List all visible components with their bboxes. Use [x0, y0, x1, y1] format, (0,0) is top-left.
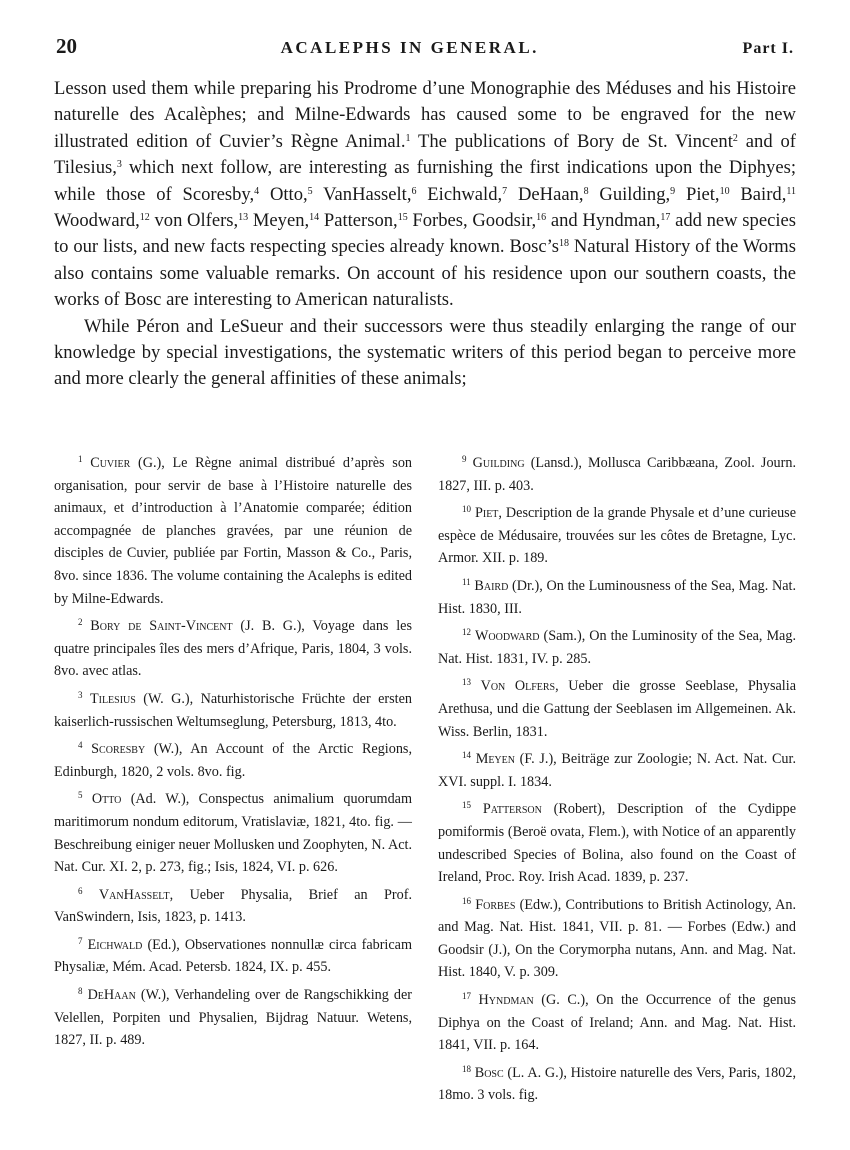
- paragraph-text: which next follow, are interesting as furnishing the first indications upon the Diphyes; while those of Scoresby,: [54, 157, 796, 205]
- footnote-number: 8: [78, 986, 83, 997]
- footnote-author: Cuvier: [90, 455, 131, 471]
- footnote-text: , Ueber Physalia, Brief an Prof. VanSwindern, Isis, 1823, p. 1413.: [54, 886, 413, 926]
- paragraph-text: Woodward,: [54, 210, 140, 232]
- footnote-ref: 18: [559, 238, 570, 250]
- footnote-number: 9: [462, 454, 467, 464]
- footnote-ref: 1: [405, 132, 411, 144]
- footnote: [438, 894, 796, 984]
- paragraph-text: Eichwald,: [416, 183, 503, 205]
- footnote-author: Baird: [474, 577, 509, 594]
- footnote-number: 5: [78, 790, 83, 801]
- footnote: [54, 984, 412, 1052]
- footnote: [54, 884, 412, 929]
- footnote-ref: 7: [502, 185, 508, 197]
- footnote-text: (Robert), Description of the Cydippe pomiformis (Beroë ovata, Flem.), with Notice of an apparently undescribed Species of Bolina, also found on the Coast of Ireland, Proc. Roy. Irish Acad. 1839, p. 237.: [438, 801, 797, 886]
- footnote: [438, 1062, 796, 1107]
- footnote-author: DeHaan: [87, 987, 136, 1004]
- footnote-ref: 8: [583, 185, 589, 197]
- footnote-ref: 5: [307, 185, 313, 197]
- footnote-text: (Sam.), On the Luminosity of the Sea, Mag. Nat. Hist. 1831, IV. p. 285.: [438, 628, 796, 667]
- footnote-ref: 15: [397, 212, 408, 224]
- footnote-author: Bory de Saint-Vincent: [90, 618, 233, 635]
- footnote: [438, 675, 796, 743]
- footnotes-left-column: [54, 452, 412, 1112]
- paragraph-text: and Hyndman,: [546, 210, 661, 232]
- footnote-number: 11: [462, 576, 471, 587]
- footnote-text: (W. G.), Naturhistorische Früchte der ersten kaiserlich-russischen Weltumseglung, Petersburg, 1813, 4to.: [54, 690, 413, 730]
- running-title: ACALEPHS IN GENERAL.: [280, 38, 539, 57]
- footnote-author: Eichwald: [87, 936, 143, 953]
- footnote: [54, 788, 412, 878]
- footnotes: [54, 452, 796, 1112]
- footnote-ref: 3: [116, 159, 122, 171]
- footnote-text: (W.), An Account of the Arctic Regions, Edinburgh, 1820, 2 vols. 8vo. fig.: [54, 741, 413, 780]
- footnote-author: Scoresby: [91, 741, 146, 758]
- footnote-author: Tilesius: [89, 690, 136, 707]
- footnote-number: 7: [78, 935, 83, 946]
- footnote-number: 16: [462, 895, 471, 906]
- footnote-author: Woodward: [475, 628, 540, 645]
- paragraph-text: von Olfers,: [149, 210, 239, 232]
- paragraph-text: Meyen,: [248, 210, 310, 232]
- footnote-ref: 14: [309, 212, 320, 224]
- paragraph-text: and of Tilesius,: [54, 130, 796, 179]
- paragraph-text: Otto,: [259, 183, 308, 205]
- footnote: [438, 798, 796, 888]
- footnote-number: 1: [78, 454, 83, 464]
- paragraph-text: Baird,: [729, 183, 787, 205]
- paragraph-text: Patterson,: [319, 210, 398, 232]
- footnote-number: 13: [462, 677, 471, 688]
- paragraph-text: DeHaan,: [507, 183, 584, 205]
- footnote-author: Hyndman: [478, 992, 534, 1009]
- footnote-number: 2: [78, 617, 83, 628]
- paragraph-text: Piet,: [675, 183, 720, 205]
- footnote: [438, 575, 796, 620]
- footnote-number: 14: [462, 750, 471, 761]
- footnote-author: VanHasselt: [98, 886, 170, 903]
- footnote: [438, 989, 796, 1057]
- footnote: [54, 738, 412, 783]
- paragraph-text: add new species to our lists, and new facts respecting species already known. Bosc’s: [54, 210, 796, 258]
- footnote-author: Forbes: [475, 896, 516, 913]
- footnote-text: (Edw.), Contributions to British Actinology, An. and Mag. Nat. Hist. 1841, VII. p. 81. — Forbes (Edw.) and Goodsir (J.), On the Corymorpha nutans, Ann. and Mag. Nat. Hist. 1840, V. p. 309.: [438, 896, 797, 981]
- footnote-text: (J. B. G.), Voyage dans les quatre principales îles des mers d’Afrique, Paris, 1804, 3 vols. 8vo. avec atlas.: [54, 618, 412, 680]
- footnote-author: Von Olfers: [480, 678, 556, 695]
- footnote: [438, 625, 796, 670]
- footnote-text: (W.), Verhandeling over de Rangschikking der Velellen, Porpiten und Physalien, Bijdrag Natuur. Wetens, 1827, II. p. 489.: [54, 987, 412, 1049]
- footnote: [438, 502, 796, 570]
- footnote-text: (Dr.), On the Luminousness of the Sea, Mag. Nat. Hist. 1830, III.: [438, 577, 796, 617]
- footnote-number: 18: [462, 1063, 471, 1074]
- footnote: [54, 452, 412, 610]
- footnote: [438, 452, 796, 497]
- paragraph-text: Guilding,: [588, 183, 671, 205]
- footnote-number: 17: [462, 991, 471, 1002]
- footnote-author: Meyen: [475, 751, 515, 768]
- paragraph-text: The publications of Bory de St. Vincent: [410, 130, 733, 152]
- footnotes-right-column: [438, 452, 796, 1112]
- footnote-number: 3: [78, 689, 83, 700]
- footnote-number: 15: [462, 800, 471, 811]
- footnote-number: 4: [78, 740, 83, 751]
- paragraph-text: Forbes, Goodsir,: [407, 210, 537, 232]
- footnote-text: (Ed.), Observationes nonnullæ circa fabricam Physaliæ, Mém. Acad. Petersb. 1824, IX. p. 455.: [54, 936, 412, 976]
- paragraph-2: While Péron and LeSueur and their successors were thus steadily enlarging the range of our knowledge by special investigations, the systematic writers of this period began to perceive more and more clearly the general affinities of these animals;: [54, 315, 796, 390]
- footnote: [54, 688, 412, 733]
- footnote-number: 6: [78, 885, 83, 896]
- footnote-text: (L. A. G.), Histoire naturelle des Vers, Paris, 1802, 18mo. 3 vols. fig.: [438, 1064, 797, 1104]
- footnote-text: (Ad. W.), Conspectus animalium quorumdam maritimorum nondum editorum, Vratislaviæ, 1821, 4to. fig. — Beschreibung einiger neuer Mollusken und Zoophyten, N. Act. Nat. Cur. XI. 2, p. 273, fig.; Isis, 1824, VI. p. 626.: [54, 791, 412, 876]
- footnote-ref: 17: [660, 212, 671, 224]
- footnote: [54, 615, 412, 683]
- footnote-ref: 11: [786, 185, 796, 197]
- footnote: [54, 934, 412, 979]
- footnote-text: (Lansd.), Mollusca Caribbæana, Zool. Journ. 1827, III. p. 403.: [438, 455, 796, 494]
- footnote: [438, 748, 796, 793]
- footnote-author: Guilding: [472, 455, 525, 471]
- footnote-ref: 2: [732, 132, 738, 144]
- footnote-text: (F. J.), Beiträge zur Zoologie; N. Act. Nat. Cur. XVI. suppl. I. 1834.: [438, 751, 797, 790]
- main-text: [54, 76, 796, 393]
- paragraph-text: Natural History of the Worms also contains some valuable remarks. On account of his residence upon our southern coasts, the works of Bosc are interesting to American naturalists.: [54, 236, 796, 311]
- footnote-author: Otto: [91, 791, 122, 808]
- footnote-ref: 4: [254, 185, 260, 197]
- footnote-text: (G. C.), On the Occurrence of the genus Diphya on the Coast of Ireland; Ann. and Mag. Nat. Hist. 1841, VII. p. 164.: [438, 992, 797, 1054]
- footnote-text: , Ueber die grosse Seeblase, Physalia Arethusa, und die Gattung der Seeblasen im Allgemeinen. Ak. Wiss. Berlin, 1831.: [438, 678, 796, 740]
- footnote-author: Bosc: [474, 1064, 504, 1081]
- footnote-ref: 6: [411, 185, 417, 197]
- page-header: [56, 34, 794, 58]
- paragraph-1: [54, 76, 796, 314]
- footnote-number: 12: [462, 627, 471, 638]
- footnote-text: , Description de la grande Physale et d’une curieuse espèce de Médusaire, trouvées sur les côtes de Bretagne, Lyc. Armor. XII. p. 189.: [438, 505, 796, 567]
- footnote-number: 10: [462, 504, 471, 515]
- footnote-ref: 9: [670, 185, 676, 197]
- paragraph-text: VanHasselt,: [312, 183, 412, 205]
- paragraph-text: Lesson used them while preparing his Prodrome d’une Monographie des Méduses and his Histoire naturelle des Acalèphes; and Milne-Edwards has caused some to be engraved for the new illustrated edition of Cuvier’s Règne Animal.: [54, 78, 796, 152]
- footnote-text: (G.), Le Règne animal distribué d’après son organisation, pour servir de base à l’Histoire naturelle des animaux, et d’introduction à l’Anatomie comparée; édition accompagnée de planches gravées, par une réunion de disciples de Cuvier, publiée par Fortin, Masson & Co., Paris, 8vo. since 1836. The volume containing the Acalephs is edited by Milne-Edwards.: [54, 455, 413, 607]
- footnote-ref: 16: [536, 212, 547, 224]
- footnote-ref: 13: [238, 212, 249, 224]
- part-label: Part I.: [742, 40, 794, 57]
- footnote-ref: 12: [139, 212, 150, 224]
- page-number: 20: [56, 34, 77, 58]
- footnote-author: Patterson: [482, 801, 542, 818]
- footnote-ref: 10: [719, 185, 730, 197]
- footnote-author: Piet: [474, 505, 499, 522]
